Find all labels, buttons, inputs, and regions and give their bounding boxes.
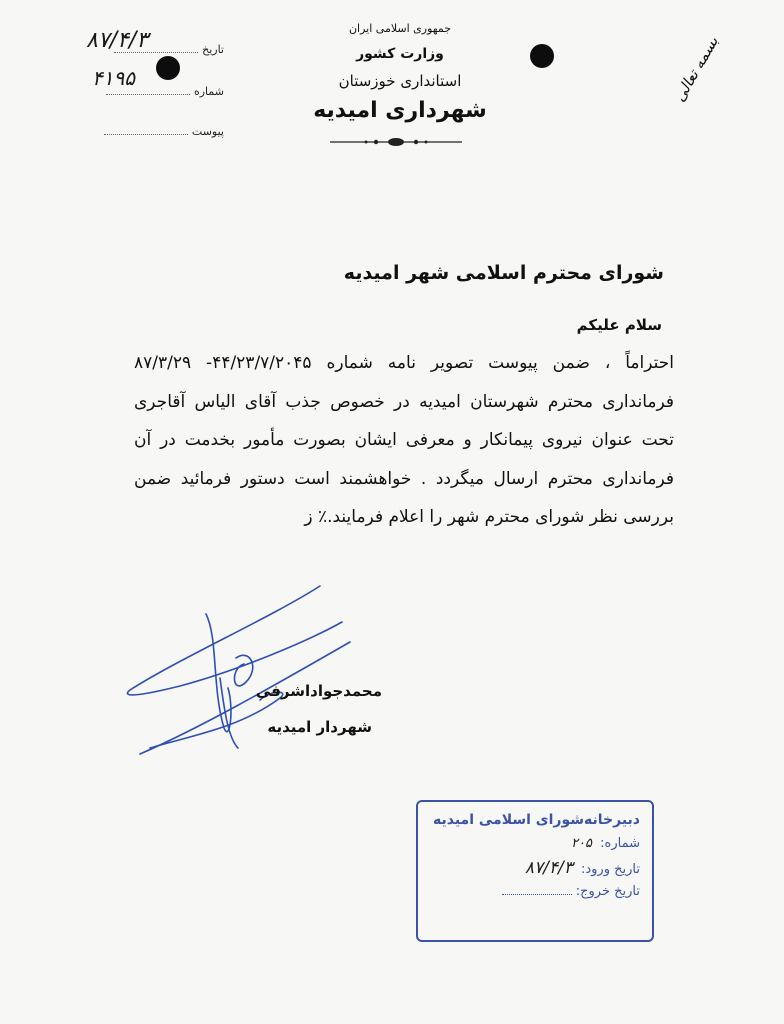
stamp-entry-label: تاریخ ورود: (580, 862, 640, 877)
invocation: بسمه تعالی (670, 33, 722, 105)
stamp-exit-row (430, 880, 640, 904)
stamp-entry-value: ۸۷/۴/۳ (524, 858, 573, 878)
stamp-number-value: ۲۰۵ (571, 836, 593, 851)
stamp-exit-label: تاریخ خروج: (575, 884, 640, 899)
country-name: جمهوری اسلامی ایران (348, 22, 452, 35)
letter-body: احتراماً ، ضمن پیوست تصویر نامه شماره ۴۴/۲۳/۷/۲۰۴۵- ۸۷/۳/۲۹ فرمانداری محترم شهرستان امیدیه در خصوص جذب آقای الیاس آقاجری تحت عنوان نیروی پیمانکار و معرفی ایشان بصورت مأمور بخدمت در آن فرمانداری محترم ارسال میگردد . خواهشمند است دستور فرمائید ضمن بررسی نظر شورای محترم شهر را اعلام فرمایند.٪ ز (134, 353, 674, 527)
signatory-title: شهردار امیدیه (267, 718, 372, 736)
province-name: استانداری خوزستان (338, 72, 462, 90)
punch-hole-left (156, 56, 180, 80)
handwritten-signature (120, 578, 360, 768)
number-label: شماره (193, 85, 224, 98)
greeting: سلام علیکم (576, 316, 662, 334)
ministry-name: وزارت کشور (356, 46, 444, 62)
ornament-divider (328, 134, 464, 150)
attachment-field (104, 124, 224, 138)
date-label: تاریخ (202, 43, 224, 56)
stamp-number-row (430, 832, 640, 856)
recipient-heading: شورای محترم اسلامی شهر امیدیه (343, 262, 664, 284)
signatory-name: محمدجواداشرفی (255, 682, 382, 700)
stamp-number-label: شماره: (600, 836, 640, 851)
secretariat-stamp (416, 800, 654, 942)
stamp-title: دبیرخانه‌شورای اسلامی امیدیه (433, 812, 640, 828)
organization-name: شهرداری امیدیه (313, 98, 487, 123)
attachment-label: پیوست (191, 125, 224, 138)
date-value: ۸۷/۴/۳ (86, 28, 149, 53)
stamp-entry-row (430, 856, 640, 880)
number-value: ۴۱۹۵ (92, 66, 135, 90)
